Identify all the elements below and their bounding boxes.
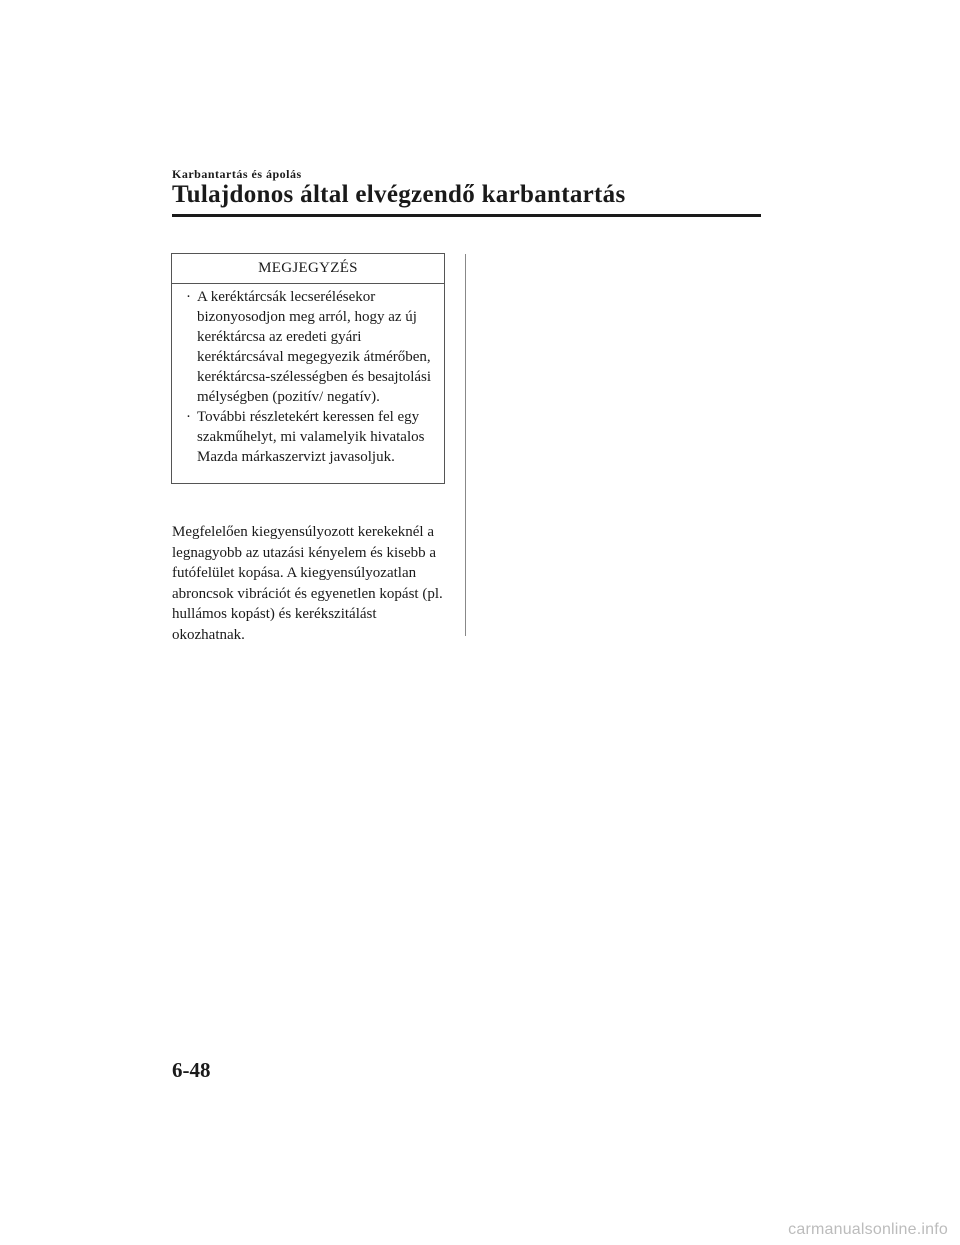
note-item bbox=[172, 407, 444, 467]
body-paragraph: Megfelelően kiegyensúlyozott kerekeknél a legnagyobb az utazási kényelem és kisebb a futófelület kopása. A kiegyensúlyozatlan abroncsok vibrációt és egyenetlen kopást (pl. hullámos kopást) és kerékszitálást okozhatnak. bbox=[172, 524, 443, 643]
bullet-icon: · bbox=[186, 409, 191, 425]
note-heading: MEGJEGYZÉS bbox=[172, 254, 444, 284]
page-number: 6-48 bbox=[172, 1058, 211, 1082]
column-divider bbox=[465, 254, 466, 636]
title-rule bbox=[172, 214, 761, 217]
note-list bbox=[172, 284, 444, 467]
note-item-text: A keréktárcsák lecserélésekor bizonyosodjon meg arról, hogy az új keréktárcsa az eredeti gyári keréktárcsával megegyezik átmérőben, keréktárcsa-szélességben és besajtolási mélységben (pozitív/ negatív). bbox=[197, 289, 432, 405]
bullet-icon: · bbox=[186, 289, 191, 305]
page-title: Tulajdonos által elvégzendő karbantartás bbox=[172, 181, 626, 208]
note-item-text: További részletekért keressen fel egy szakműhelyt, mi valamelyik hivatalos Mazda márkaszervizt javasoljuk. bbox=[197, 409, 425, 465]
watermark: carmanualsonline.info bbox=[788, 1221, 948, 1238]
note-item bbox=[172, 287, 444, 407]
section-label: Karbantartás és ápolás bbox=[172, 167, 302, 181]
note-box bbox=[171, 253, 445, 484]
